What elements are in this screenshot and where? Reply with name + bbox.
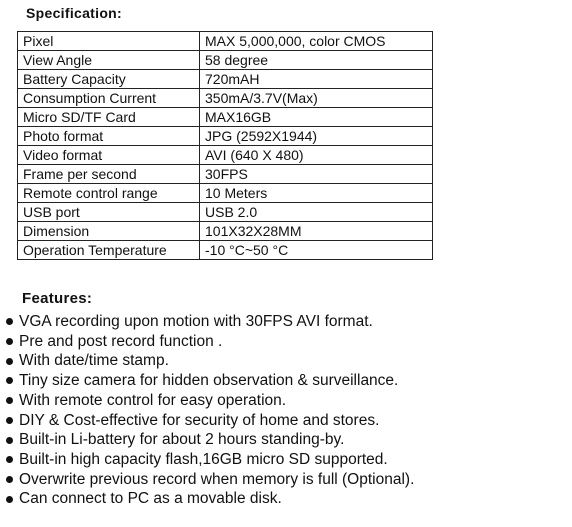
spec-value: 350mA/3.7V(Max) bbox=[200, 89, 433, 108]
bullet-icon bbox=[6, 496, 13, 503]
spec-value: MAX 5,000,000, color CMOS bbox=[200, 32, 433, 51]
bullet-icon bbox=[6, 358, 13, 365]
spec-value: 30FPS bbox=[200, 165, 433, 184]
spec-key: View Angle bbox=[18, 51, 200, 70]
table-row bbox=[18, 32, 433, 51]
spec-value: MAX16GB bbox=[200, 108, 433, 127]
table-row bbox=[18, 89, 433, 108]
spec-key: Battery Capacity bbox=[18, 70, 200, 89]
spec-value: 58 degree bbox=[200, 51, 433, 70]
list-item bbox=[6, 450, 414, 470]
table-row bbox=[18, 127, 433, 146]
spec-value: 10 Meters bbox=[200, 184, 433, 203]
spec-value: 720mAH bbox=[200, 70, 433, 89]
feature-text: Built-in Li-battery for about 2 hours standing-by. bbox=[19, 431, 345, 449]
list-item bbox=[6, 489, 414, 509]
feature-text: With date/time stamp. bbox=[19, 352, 169, 370]
table-row bbox=[18, 70, 433, 89]
feature-text: Can connect to PC as a movable disk. bbox=[19, 490, 282, 508]
bullet-icon bbox=[6, 397, 13, 404]
specification-table bbox=[17, 31, 433, 260]
list-item bbox=[6, 411, 414, 431]
table-row bbox=[18, 108, 433, 127]
spec-value: JPG (2592X1944) bbox=[200, 127, 433, 146]
bullet-icon bbox=[6, 417, 13, 424]
bullet-icon bbox=[6, 318, 13, 325]
table-row bbox=[18, 222, 433, 241]
spec-key: Video format bbox=[18, 146, 200, 165]
spec-key: Operation Temperature bbox=[18, 241, 200, 260]
feature-text: Pre and post record function . bbox=[19, 332, 223, 350]
spec-key: Pixel bbox=[18, 32, 200, 51]
specification-heading: Specification: bbox=[26, 5, 122, 21]
bullet-icon bbox=[6, 437, 13, 444]
table-row bbox=[18, 146, 433, 165]
spec-key: USB port bbox=[18, 203, 200, 222]
table-row bbox=[18, 165, 433, 184]
list-item bbox=[6, 391, 414, 411]
spec-key: Consumption Current bbox=[18, 89, 200, 108]
table-row bbox=[18, 241, 433, 260]
feature-text: Built-in high capacity flash,16GB micro SD supported. bbox=[19, 450, 388, 468]
bullet-icon bbox=[6, 456, 13, 463]
list-item bbox=[6, 371, 414, 391]
feature-text: Overwrite previous record when memory is full (Optional). bbox=[19, 470, 415, 488]
list-item bbox=[6, 312, 414, 332]
bullet-icon bbox=[6, 377, 13, 384]
list-item bbox=[6, 332, 414, 352]
spec-key: Micro SD/TF Card bbox=[18, 108, 200, 127]
table-row bbox=[18, 203, 433, 222]
bullet-icon bbox=[6, 476, 13, 483]
list-item bbox=[6, 470, 414, 490]
spec-value: AVI (640 X 480) bbox=[200, 146, 433, 165]
bullet-icon bbox=[6, 338, 13, 345]
table-row bbox=[18, 51, 433, 70]
list-item bbox=[6, 430, 414, 450]
features-heading: Features: bbox=[22, 290, 93, 307]
feature-text: DIY & Cost-effective for security of home and stores. bbox=[19, 411, 380, 429]
spec-key: Remote control range bbox=[18, 184, 200, 203]
features-list bbox=[6, 312, 414, 509]
feature-text: With remote control for easy operation. bbox=[19, 391, 287, 409]
spec-key: Photo format bbox=[18, 127, 200, 146]
table-row bbox=[18, 184, 433, 203]
feature-text: VGA recording upon motion with 30FPS AVI format. bbox=[19, 313, 373, 330]
spec-key: Dimension bbox=[18, 222, 200, 241]
feature-text: Tiny size camera for hidden observation & surveillance. bbox=[19, 372, 399, 390]
spec-value: USB 2.0 bbox=[200, 203, 433, 222]
spec-key: Frame per second bbox=[18, 165, 200, 184]
spec-value: 101X32X28MM bbox=[200, 222, 433, 241]
list-item bbox=[6, 351, 414, 371]
spec-value: -10 °C~50 °C bbox=[200, 241, 433, 260]
